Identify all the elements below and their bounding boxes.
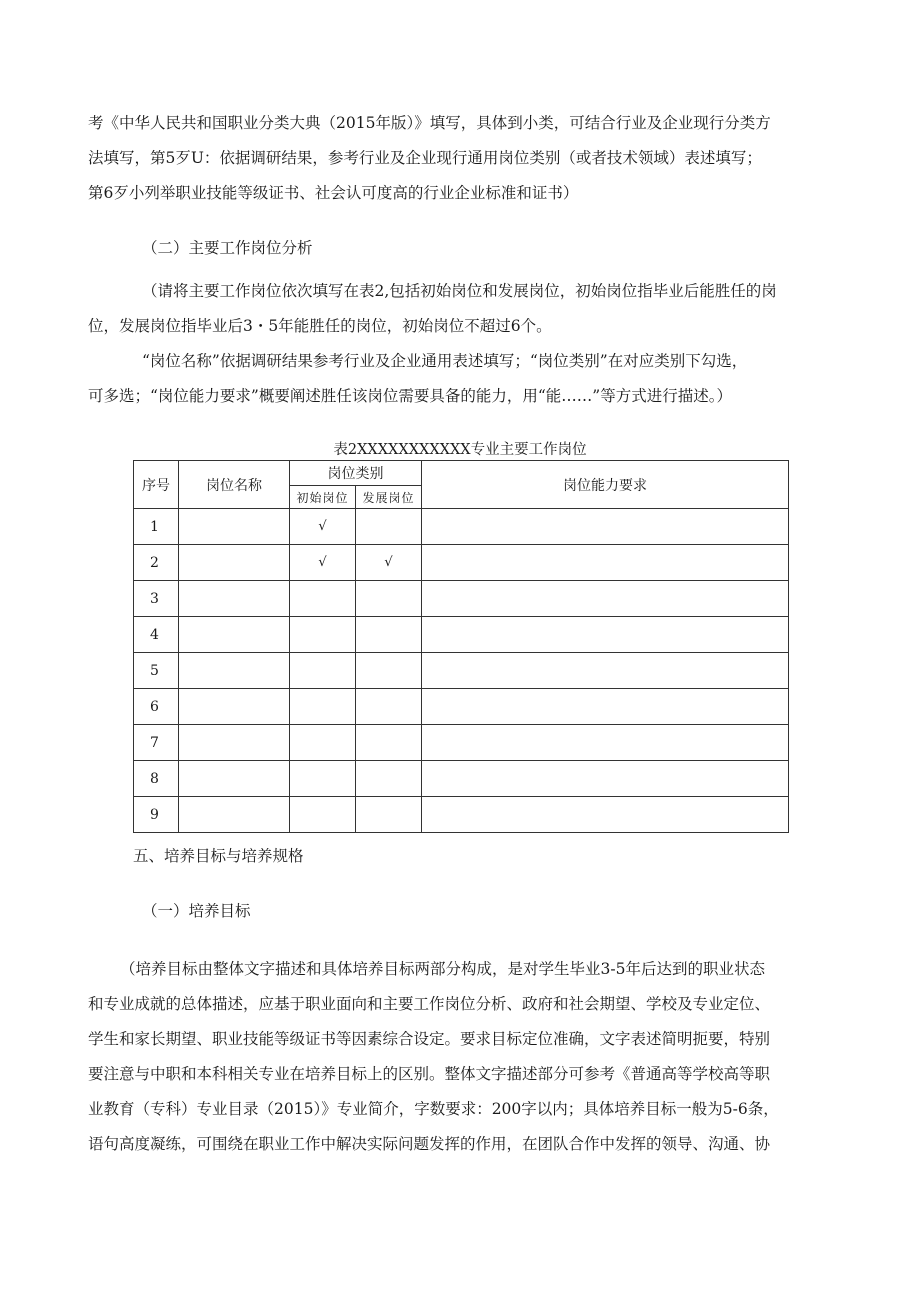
initial-check-cell: [290, 725, 356, 761]
para4-line6: 语句高度凝练，可围绕在职业工作中解决实际问题发挥的作用，在团队合作中发挥的领导、沟通、协: [88, 1135, 771, 1153]
develop-check-cell: [356, 689, 422, 725]
develop-check-cell: [356, 653, 422, 689]
para3-line1: “岗位名称”依据调研结果参考行业及企业通用表述填写；“岗位类别”在对应类别下勾选，: [142, 352, 748, 370]
heading-training-goal: （一）培养目标: [142, 902, 251, 920]
develop-check-cell: [356, 581, 422, 617]
initial-check-cell: [290, 581, 356, 617]
row-number: 9: [134, 797, 179, 833]
develop-check-cell: [356, 797, 422, 833]
position-name-cell: [179, 617, 290, 653]
table-row: [134, 689, 789, 725]
table-row: [134, 509, 789, 545]
para3-line2: 可多选；“岗位能力要求”概要阐述胜任该岗位需要具备的能力，用“能……”等方式进行描述。）: [88, 387, 732, 405]
header-ability-requirements: 岗位能力要求: [422, 461, 789, 509]
ability-cell: [422, 581, 789, 617]
position-name-cell: [179, 509, 290, 545]
initial-check-cell: √: [290, 545, 356, 581]
table-caption: 表2XXXXXXXXXXX专业主要工作岗位: [333, 442, 587, 458]
para4-line1: （培养目标由整体文字描述和具体培养目标两部分构成，是对学生毕业3-5年后达到的职业状态: [120, 960, 765, 978]
table-row: [134, 725, 789, 761]
develop-check-cell: [356, 617, 422, 653]
row-number: 5: [134, 653, 179, 689]
position-name-cell: [179, 797, 290, 833]
row-number: 7: [134, 725, 179, 761]
header-development-position: 发展岗位: [356, 486, 422, 509]
ability-cell: [422, 653, 789, 689]
ability-cell: [422, 797, 789, 833]
initial-check-cell: [290, 653, 356, 689]
row-number: 8: [134, 761, 179, 797]
table-row: [134, 617, 789, 653]
ability-cell: [422, 545, 789, 581]
ability-cell: [422, 725, 789, 761]
row-number: 4: [134, 617, 179, 653]
table-row: [134, 761, 789, 797]
header-index: 序号: [134, 461, 179, 509]
develop-check-cell: [356, 725, 422, 761]
initial-check-cell: [290, 617, 356, 653]
para4-line2: 和专业成就的总体描述，应基于职业面向和主要工作岗位分析、政府和社会期望、学校及专业定位、: [88, 995, 771, 1013]
header-position-name: 岗位名称: [179, 461, 290, 509]
row-number: 6: [134, 689, 179, 725]
ability-cell: [422, 761, 789, 797]
develop-check-cell: [356, 509, 422, 545]
header-position-category: 岗位类别: [290, 461, 422, 486]
develop-check-cell: [356, 761, 422, 797]
initial-check-cell: [290, 797, 356, 833]
job-positions-table: [133, 460, 789, 833]
para4-line5: 业教育（专科）专业目录（2015）》专业简介，字数要求：200字以内；具体培养目标一般为5-6条，: [88, 1100, 779, 1118]
para4-line3: 学生和家长期望、职业技能等级证书等因素综合设定。要求目标定位准确，文字表述简明扼要，特别: [88, 1030, 771, 1048]
heading-section-5: 五、培养目标与培养规格: [133, 847, 304, 865]
initial-check-cell: [290, 689, 356, 725]
para2-line1: （请将主要工作岗位依次填写在表2,包括初始岗位和发展岗位，初始岗位指毕业后能胜任的岗: [142, 282, 777, 300]
para2-line2: 位，发展岗位指毕业后3・5年能胜任的岗位，初始岗位不超过6个。: [88, 317, 552, 335]
para4-line4: 要注意与中职和本科相关专业在培养目标上的区别。整体文字描述部分可参考《普通高等学校高等职: [88, 1065, 771, 1083]
para1-line2: 法填写，第5歹U：依据调研结果，参考行业及企业现行通用岗位类别（或者技术领域）表述填写；: [88, 149, 762, 167]
initial-check-cell: √: [290, 509, 356, 545]
table-row: [134, 581, 789, 617]
develop-check-cell: √: [356, 545, 422, 581]
ability-cell: [422, 509, 789, 545]
position-name-cell: [179, 653, 290, 689]
table-row: [134, 653, 789, 689]
position-name-cell: [179, 581, 290, 617]
row-number: 3: [134, 581, 179, 617]
para1-line3: 第6歹小列举职业技能等级证书、社会认可度高的行业企业标准和证书）: [88, 184, 579, 202]
table-row: [134, 797, 789, 833]
ability-cell: [422, 617, 789, 653]
table-row: [134, 545, 789, 581]
initial-check-cell: [290, 761, 356, 797]
para1-line1: 考《中华人民共和国职业分类大典（2015年版）》填写，具体到小类，可结合行业及企业现行分类方: [88, 114, 771, 132]
position-name-cell: [179, 761, 290, 797]
row-number: 1: [134, 509, 179, 545]
heading-job-analysis: （二）主要工作岗位分析: [142, 239, 313, 257]
row-number: 2: [134, 545, 179, 581]
position-name-cell: [179, 545, 290, 581]
header-initial-position: 初始岗位: [290, 486, 356, 509]
position-name-cell: [179, 725, 290, 761]
ability-cell: [422, 689, 789, 725]
position-name-cell: [179, 689, 290, 725]
